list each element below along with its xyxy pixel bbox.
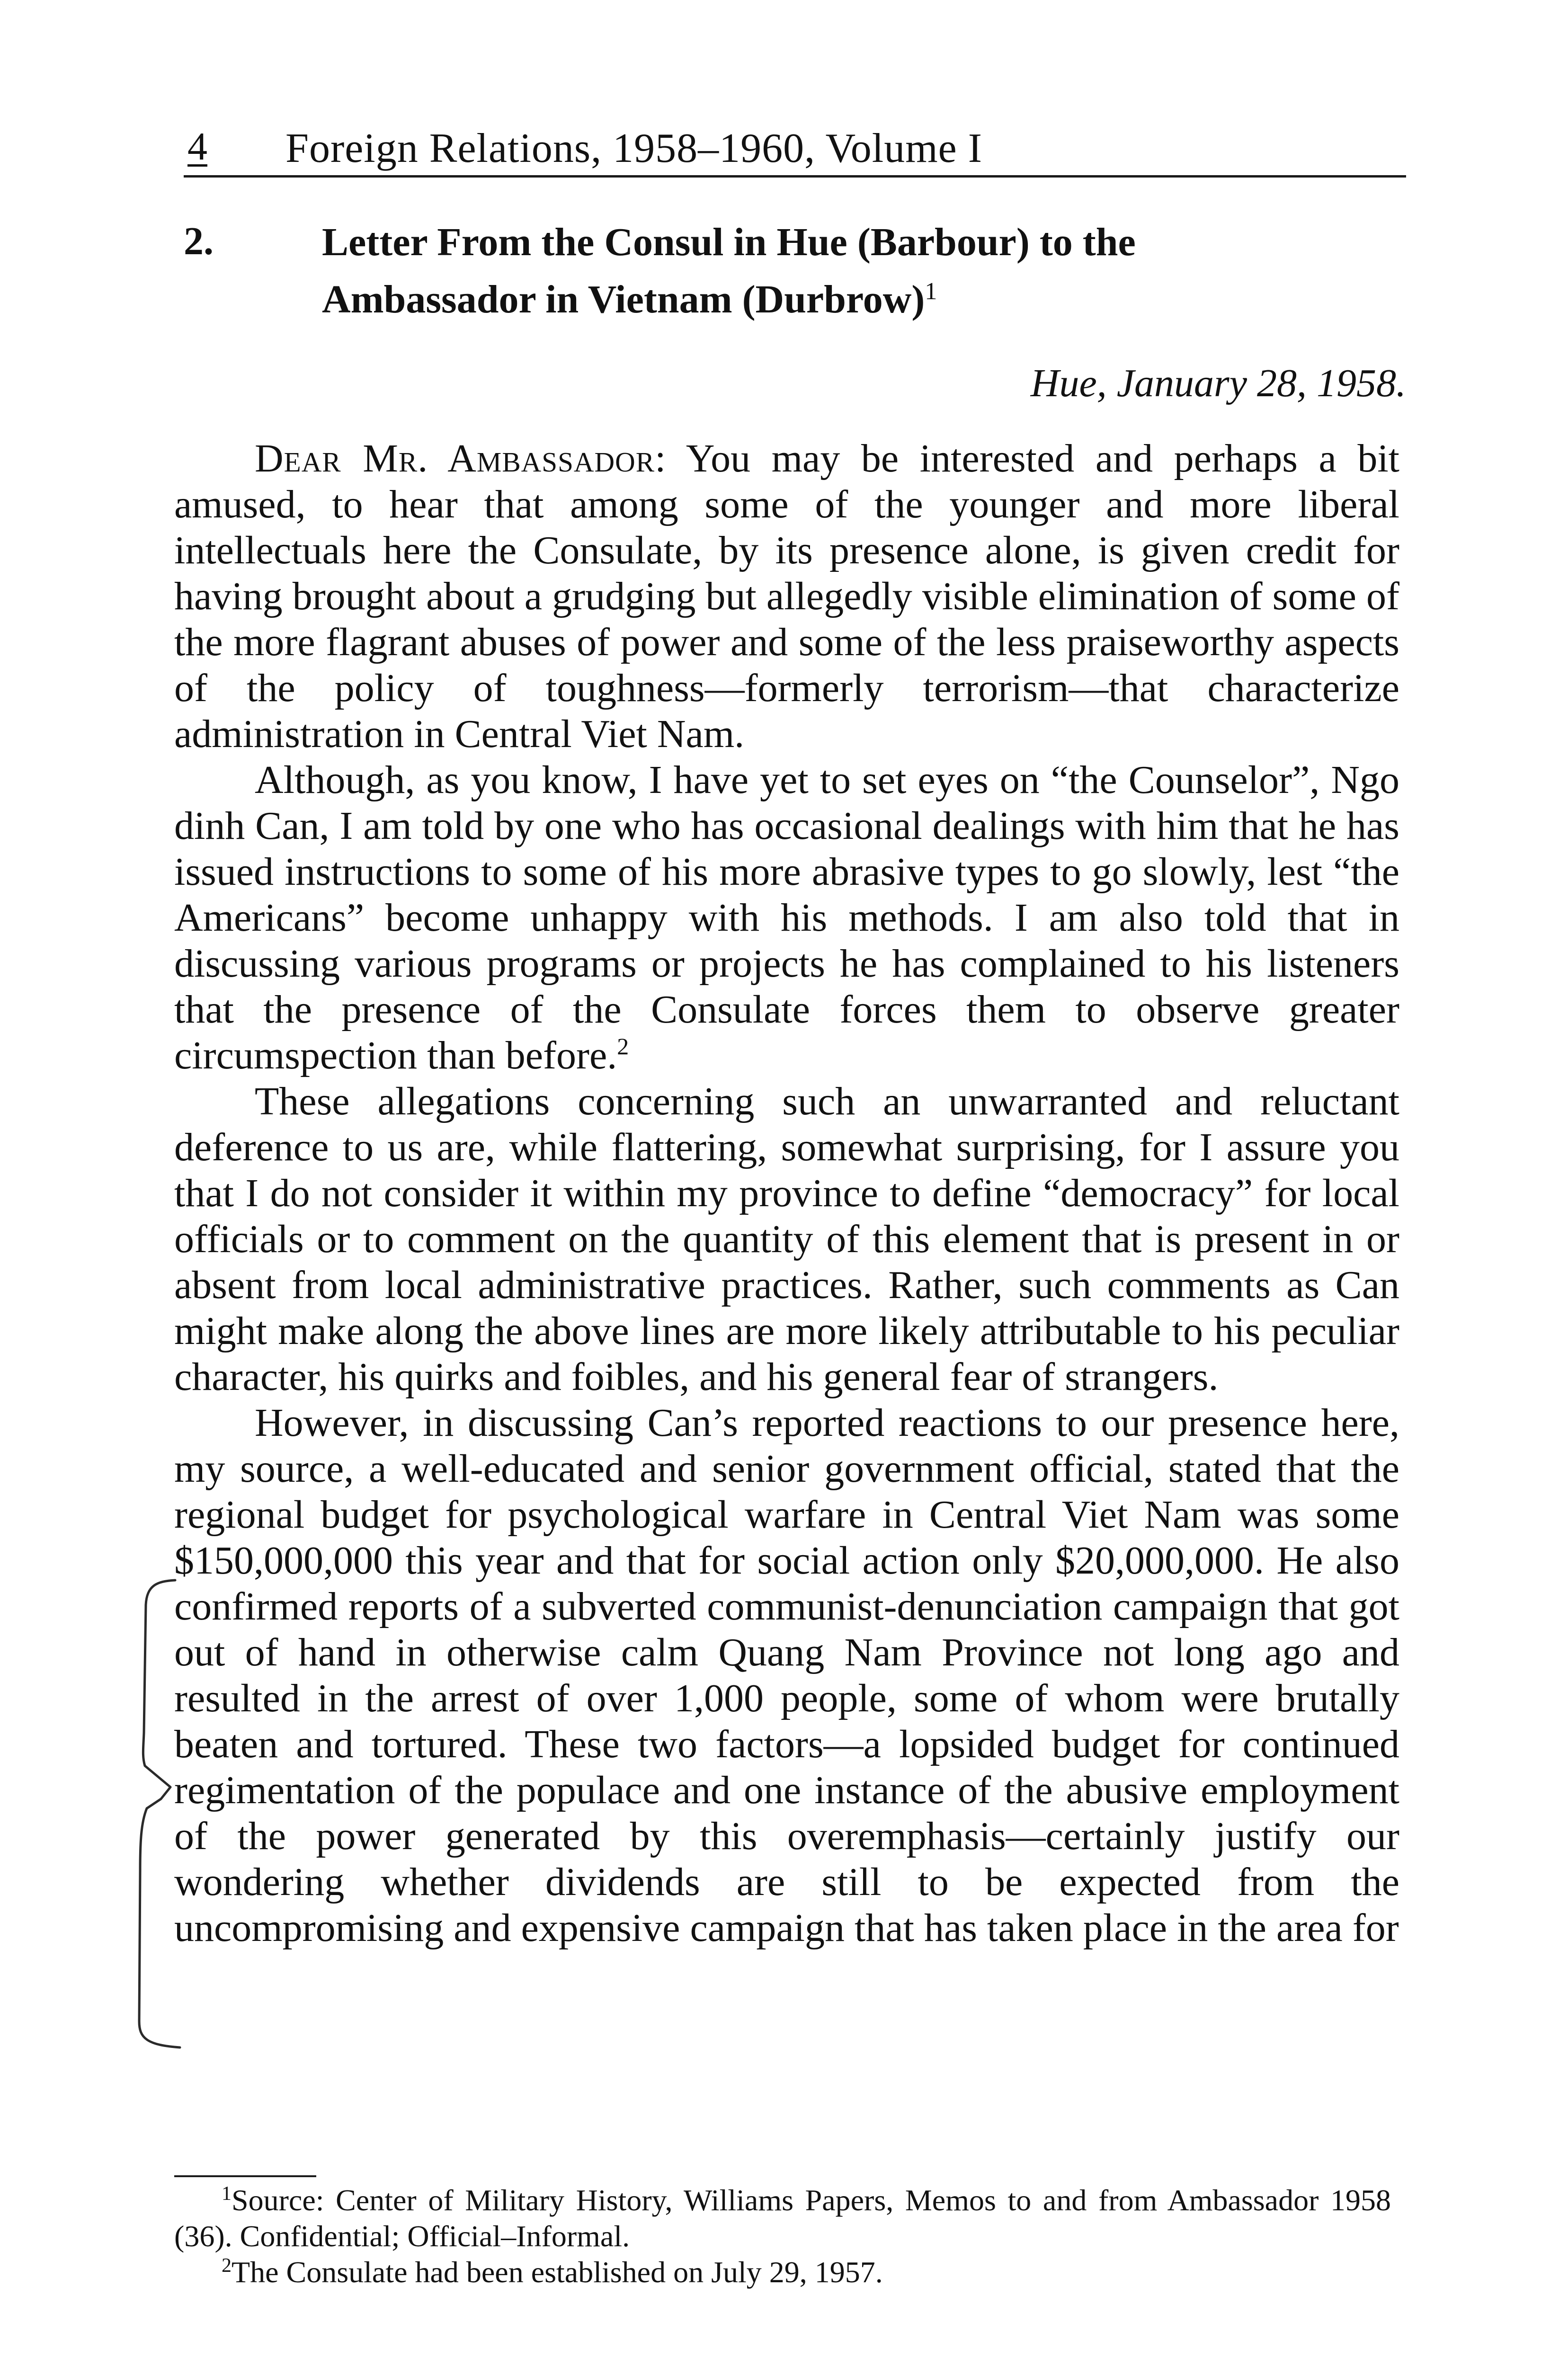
document-number: 2. <box>184 219 214 263</box>
running-title: Foreign Relations, 1958–1960, Volume I <box>285 125 983 171</box>
paragraph-2-text: Although, as you know, I have yet to set eyes on “the Counselor”, Ngo dinh Can, I am told by one who has occasional dealings with him that he has issued instructions to some of his more abrasive types to go slowly, lest “the Americans” become unhappy with his methods. I am also told that in discussing various programs or projects he has complained to his listeners that the presence of the Consulate forces them to observe greater circumspection than before. <box>174 758 1399 1077</box>
handwritten-margin-bracket <box>128 1576 185 2059</box>
dateline: Hue, January 28, 1958. <box>1030 361 1406 405</box>
letter-body <box>174 436 1399 1951</box>
footnote-1-marker: 1 <box>222 2183 232 2205</box>
running-header <box>184 118 1406 178</box>
document-title-text: Letter From the Consul in Hue (Barbour) to the Ambassador in Vietnam (Durbrow) <box>322 220 1136 321</box>
footnote-rule <box>174 2175 316 2177</box>
footnotes <box>174 2182 1391 2290</box>
paragraph-2 <box>174 757 1399 1078</box>
paragraph-3 <box>174 1078 1399 1400</box>
footnote-1-text: Source: Center of Military History, Williams Papers, Memos to and from Ambassador 1958 (36). Confidential; Official–Informal. <box>174 2183 1391 2253</box>
paragraph-1 <box>174 436 1399 757</box>
paragraph-3-text: These allegations concerning such an unwarranted and reluctant deference to us are, while flattering, somewhat surprising, for I assure you that I do not consider it within my province to define “democracy” for local officials or to comment on the quantity of this element that is present in or absent from local administrative practices. Rather, such comments as Can might make along the above lines are more likely attributable to his peculiar character, his quirks and foibles, and his general fear of strangers. <box>174 1079 1399 1399</box>
paragraph-2-footnote-ref: 2 <box>617 1033 629 1059</box>
footnote-2-text: The Consulate had been established on July 29, 1957. <box>232 2255 883 2289</box>
title-footnote-ref: 1 <box>925 278 937 305</box>
footnote-2-marker: 2 <box>222 2255 232 2277</box>
document-title <box>322 218 1316 324</box>
page-number: 4 <box>187 125 207 169</box>
paragraph-1-text: You may be interested and perhaps a bit amused, to hear that among some of the younger and more liberal intellectuals here the Consulate, by its presence alone, is given credit for having brought about a grudging but allegedly visible elimination of some of the more flagrant abuses of power and some of the less praiseworthy aspects of the policy of toughness—formerly terrorism—that characterize administration in Central Viet Nam. <box>174 436 1400 756</box>
footnote-2 <box>174 2254 1391 2290</box>
salutation: Dear Mr. Ambassador: <box>255 436 667 481</box>
paragraph-4 <box>174 1400 1399 1951</box>
paragraph-4-text: However, in discussing Can’s reported reactions to our presence here, my source, a well-educated and senior government official, stated that the regional budget for psychological warfare in Central Viet Nam was some $150,000,000 this year and that for social action only $20,000,000. He also confirmed reports of a subverted communist-denunciation campaign that got out of hand in otherwise calm Quang Nam Province not long ago and resulted in the arrest of over 1,000 people, some of whom were brutally beaten and tortured. These two factors—a lopsided budget for continued regimentation of the populace and one instance of the abusive employment of the power generated by this overemphasis—certainly justify our wondering whether dividends are still to be expected from the uncompromising and expensive campaign that has taken place in the area for <box>174 1401 1399 1950</box>
footnote-1 <box>174 2182 1391 2254</box>
